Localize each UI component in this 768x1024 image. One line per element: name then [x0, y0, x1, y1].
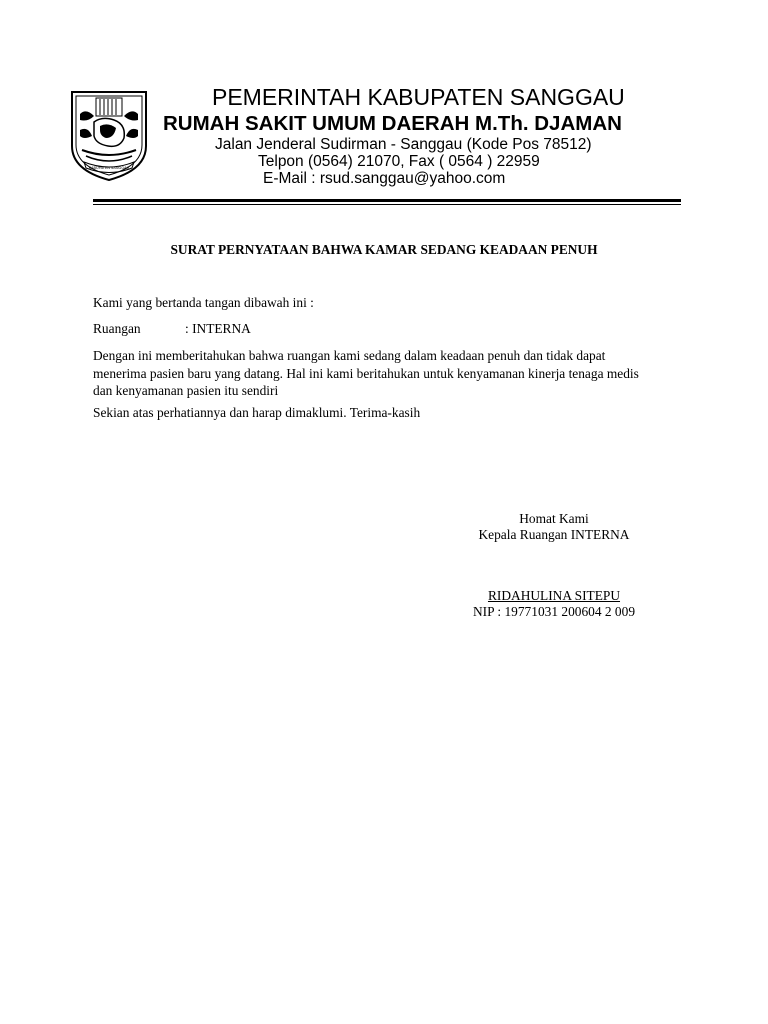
room-value: : INTERNA [185, 321, 251, 336]
letter-title: SURAT PERNYATAAN BAHWA KAMAR SEDANG KEADAAN PENUH [170, 242, 598, 257]
letterhead-hospital: RUMAH SAKIT UMUM DAERAH M.Th. DJAMAN [163, 112, 622, 135]
room-label: Ruangan [93, 321, 141, 336]
letterhead-divider-thick [93, 199, 681, 202]
signature-name: RIDAHULINA SITEPU [487, 588, 621, 603]
signature-greeting: Homat Kami [519, 511, 589, 526]
emblem-banner-text: KABUPATEN SANGGAU [88, 166, 130, 170]
letter-body-paragraph [93, 347, 683, 400]
letterhead-email: E-Mail : rsud.sanggau@yahoo.com [263, 170, 506, 187]
paragraph-line: dan kenyamanan pasien itu sendiri [93, 383, 279, 398]
letterhead-divider-thin [93, 204, 681, 205]
regency-emblem-icon [68, 86, 150, 182]
signature-position: Kepala Ruangan INTERNA [478, 527, 630, 542]
signature-nip: NIP : 19771031 200604 2 009 [472, 604, 636, 619]
paragraph-line: Dengan ini memberitahukan bahwa ruangan kami sedang dalam keadaan penuh dan tidak dapat [93, 348, 606, 363]
letter-intro: Kami yang bertanda tangan dibawah ini : [93, 295, 314, 310]
letter-closing: Sekian atas perhatiannya dan harap dimaklumi. Terima-kasih [93, 405, 421, 420]
letterhead-government: PEMERINTAH KABUPATEN SANGGAU [212, 84, 625, 110]
letterhead-address: Jalan Jenderal Sudirman - Sanggau (Kode Pos 78512) [215, 136, 592, 153]
letterhead-phone: Telpon (0564) 21070, Fax ( 0564 ) 22959 [258, 153, 540, 170]
paragraph-line: menerima pasien baru yang datang. Hal ini kami beritahukan untuk kenyamanan kinerja tenaga medis [93, 365, 639, 381]
